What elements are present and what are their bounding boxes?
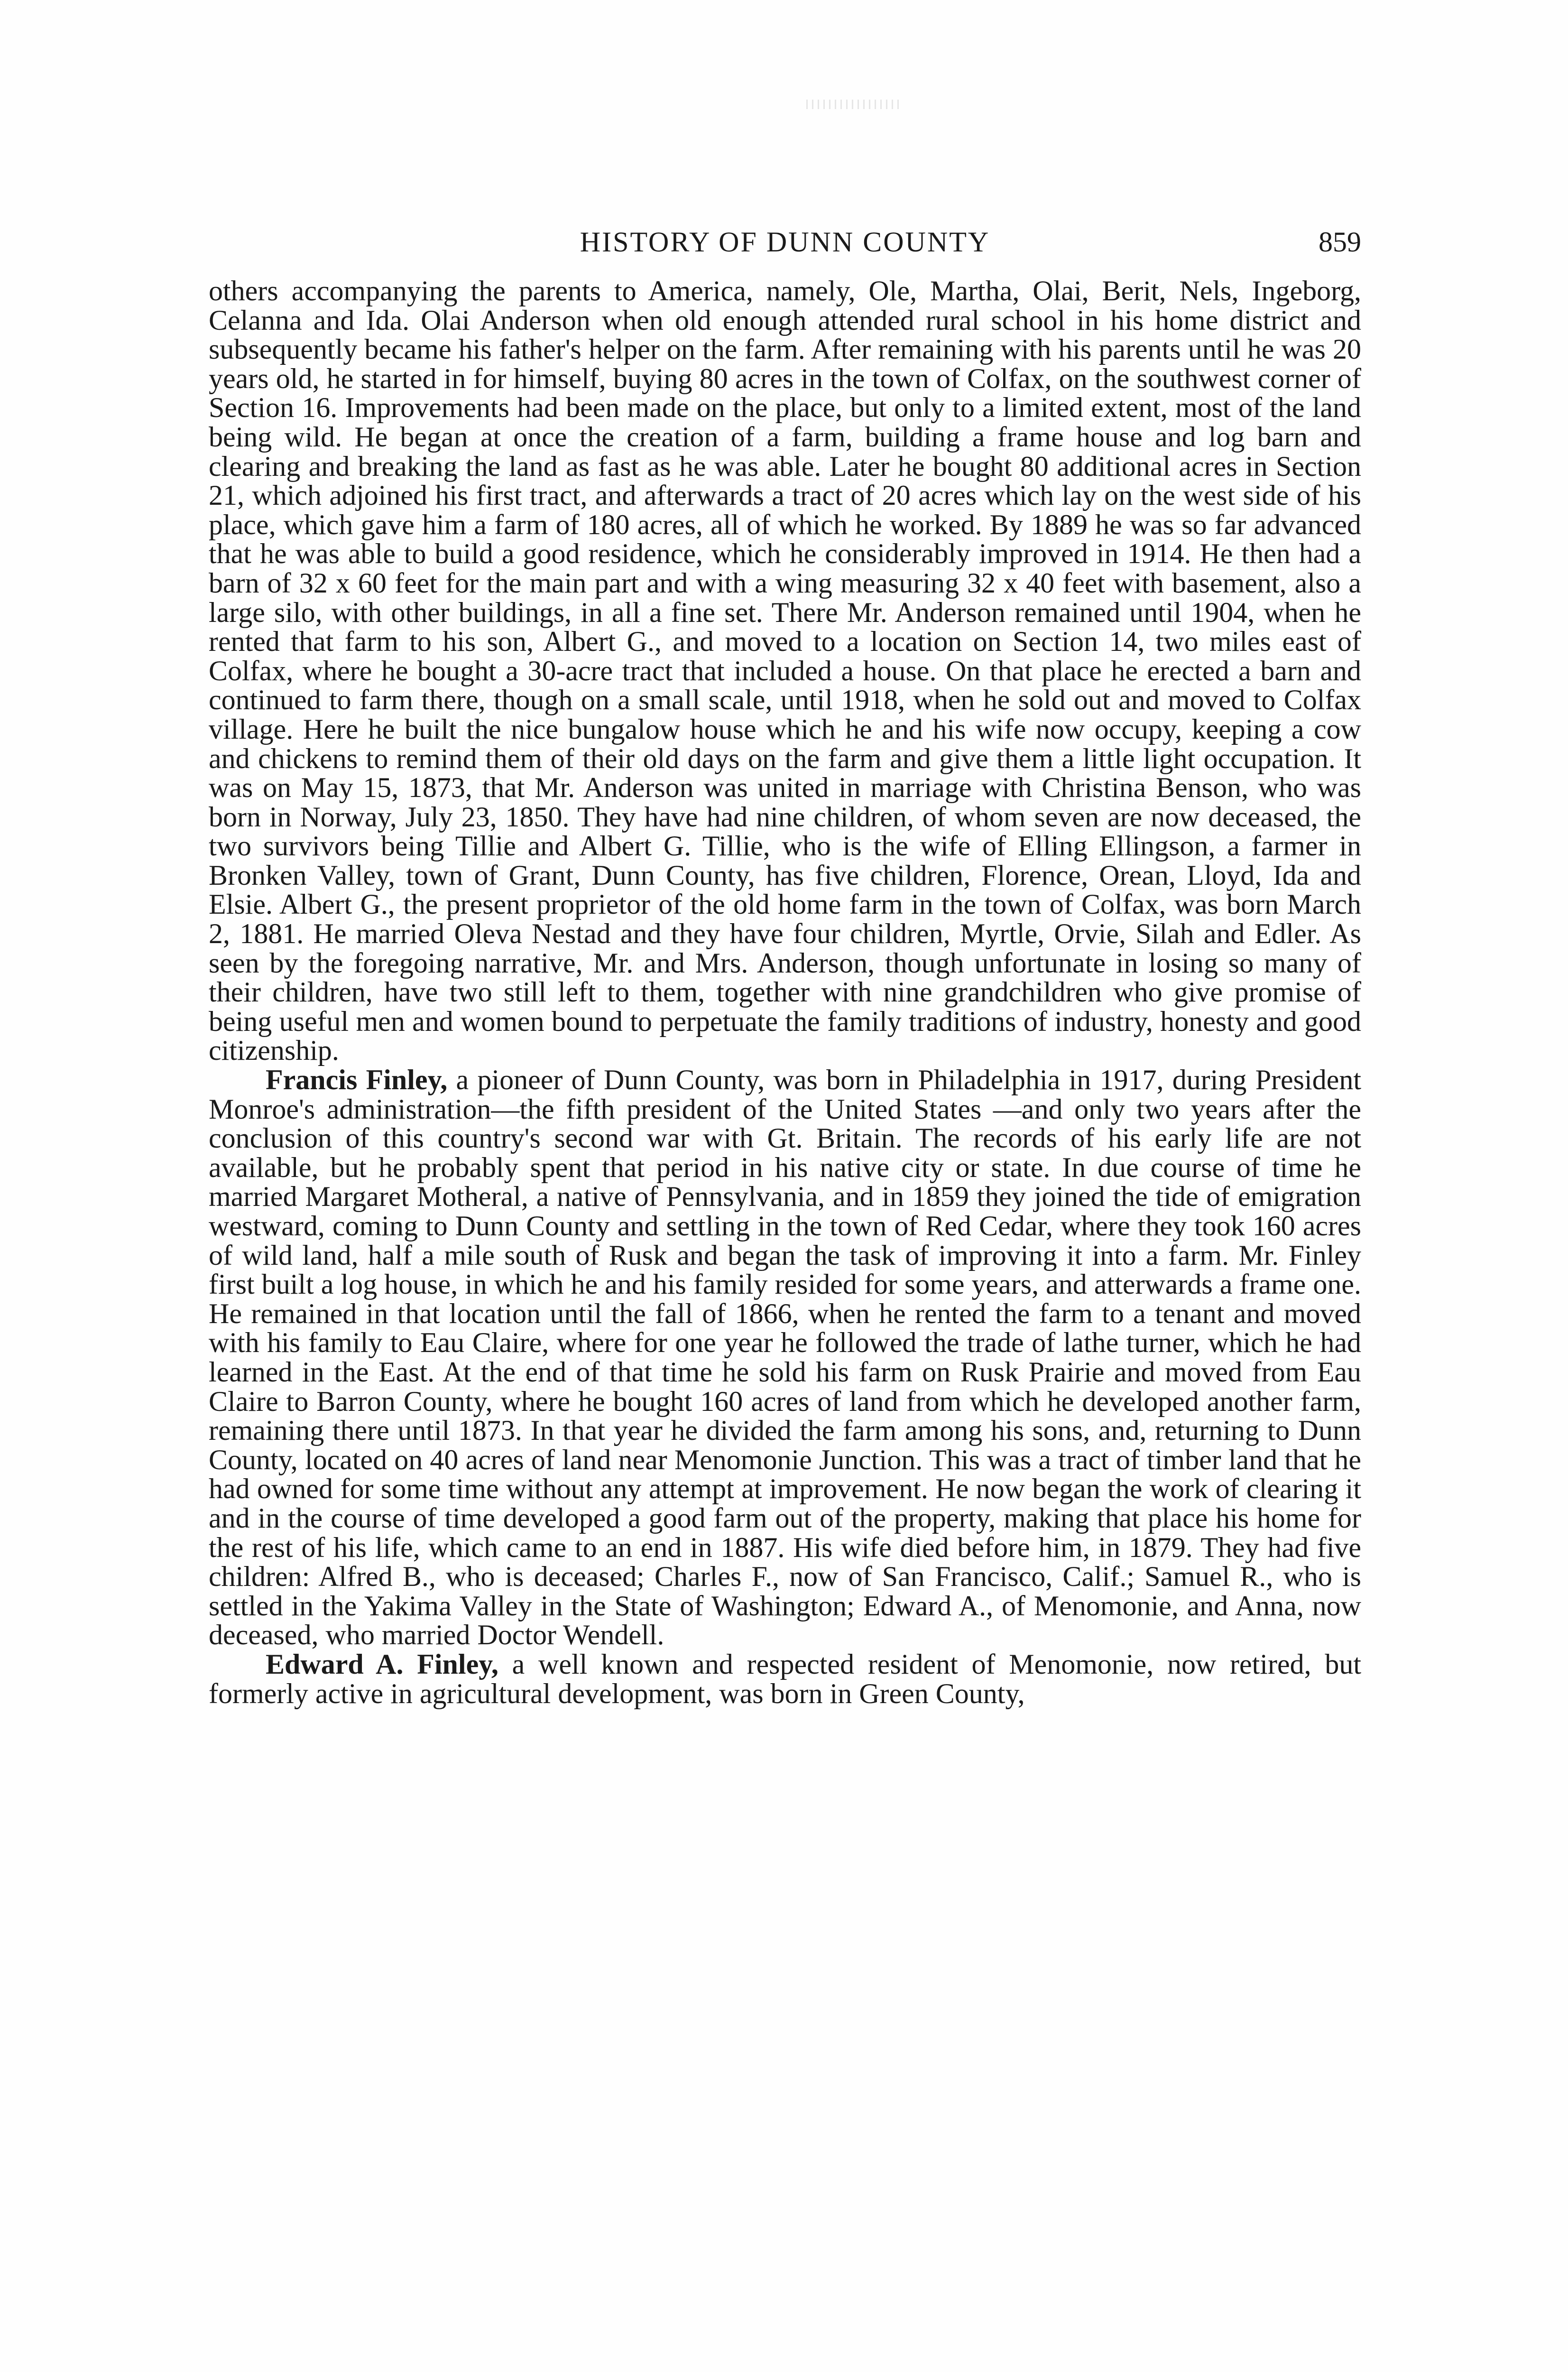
- scan-speck: [806, 100, 901, 109]
- biography-name: Edward A. Finley,: [266, 1648, 498, 1680]
- page-number: 859: [1319, 226, 1361, 258]
- paragraph-text: a pioneer of Dunn County, was born in Philadelphia in 1917, during President Monroe's administration—the fifth president of the United States —and only two years after the conclusion of this country's second war with Gt. Britain. The records of his early life are not available, but he probably spent that period in his native city or state. In due course of time he married Margaret Motheral, a native of Pennsylvania, and in 1859 they joined the tide of emigration westward, coming to Dunn County and settling in the town of Red Cedar, where they took 160 acres of wild land, half a mile south of Rusk and began the task of improving it into a farm. Mr. Finley first built a log house, in which he and his family resided for some years, and atterwards a frame one. He remained in that location until the fall of 1866, when he rented the farm to a tenant and moved with his family to Eau Claire, where for one year he followed the trade of lathe turner, which he had learned in the East. At the end of that time he sold his farm on Rusk Prairie and moved from Eau Claire to Barron County, where he bought 160 acres of land from which he developed another farm, remaining there until 1873. In that year he divided the farm among his sons, and, returning to Dunn County, located on 40 acres of land near Menomonie Junction. This was a tract of timber land that he had owned for some time without any attempt at improvement. He now began the work of clearing it and in the course of time developed a good farm out of the property, making that place his home for the rest of his life, which came to an end in 1887. His wife died before him, in 1879. They had five children: Alfred B., who is deceased; Charles F., now of San Francisco, Calif.; Samuel R., who is settled in the Yakima Valley in the State of Washington; Edward A., of Menomonie, and Anna, now deceased, who married Doctor Wendell.: [209, 1064, 1362, 1651]
- paragraph-text: a well known and respected resident of Menomonie, now retired, but formerly active in agricultural development, was born in Green County,: [209, 1648, 1362, 1709]
- biography-name: Francis Finley,: [266, 1064, 448, 1096]
- paragraph-edward-finley: [209, 1650, 1361, 1708]
- paragraph-anderson-continued: [209, 277, 1361, 1066]
- running-header: [209, 223, 1361, 261]
- page-body: [209, 277, 1361, 1708]
- paragraph-text: others accompanying the parents to America, namely, Ole, Martha, Olai, Berit, Nels, Ingeborg, Celanna and Ida. Olai Anderson when old enough attended rural school in his home district and subsequently became his father's helper on the farm. After remaining with his parents until he was 20 years old, he started in for himself, buying 80 acres in the town of Colfax, on the southwest corner of Section 16. Improvements had been made on the place, but only to a limited extent, most of the land being wild. He began at once the creation of a farm, building a frame house and log barn and clearing and breaking the land as fast as he was able. Later he bought 80 additional acres in Section 21, which adjoined his first tract, and afterwards a tract of 20 acres which lay on the west side of his place, which gave him a farm of 180 acres, all of which he worked. By 1889 he was so far advanced that he was able to build a good residence, which he considerably improved in 1914. He then had a barn of 32 x 60 feet for the main part and with a wing measuring 32 x 40 feet with basement, also a large silo, with other buildings, in all a fine set. There Mr. Anderson remained until 1904, when he rented that farm to his son, Albert G., and moved to a location on Section 14, two miles east of Colfax, where he bought a 30-acre tract that included a house. On that place he erected a barn and continued to farm there, though on a small scale, until 1918, when he sold out and moved to Colfax village. Here he built the nice bungalow house which he and his wife now occupy, keeping a cow and chickens to remind them of their old days on the farm and give them a little light occupation. It was on May 15, 1873, that Mr. Anderson was united in marriage with Christina Benson, who was born in Norway, July 23, 1850. They have had nine children, of whom seven are now deceased, the two survivors being Tillie and Albert G. Tillie, who is the wife of Elling Ellingson, a farmer in Bronken Valley, town of Grant, Dunn County, has five children, Florence, Orean, Lloyd, Ida and Elsie. Albert G., the present proprietor of the old home farm in the town of Colfax, was born March 2, 1881. He married Oleva Nestad and they have four children, Myrtle, Orvie, Silah and Edler. As seen by the foregoing narrative, Mr. and Mrs. Anderson, though unfortunate in losing so many of their children, have two still left to them, together with nine grandchildren who give promise of being useful men and women bound to perpetuate the family traditions of industry, honesty and good citizenship.: [209, 275, 1361, 1066]
- paragraph-francis-finley: [209, 1066, 1361, 1650]
- running-title: HISTORY OF DUNN COUNTY: [580, 226, 990, 258]
